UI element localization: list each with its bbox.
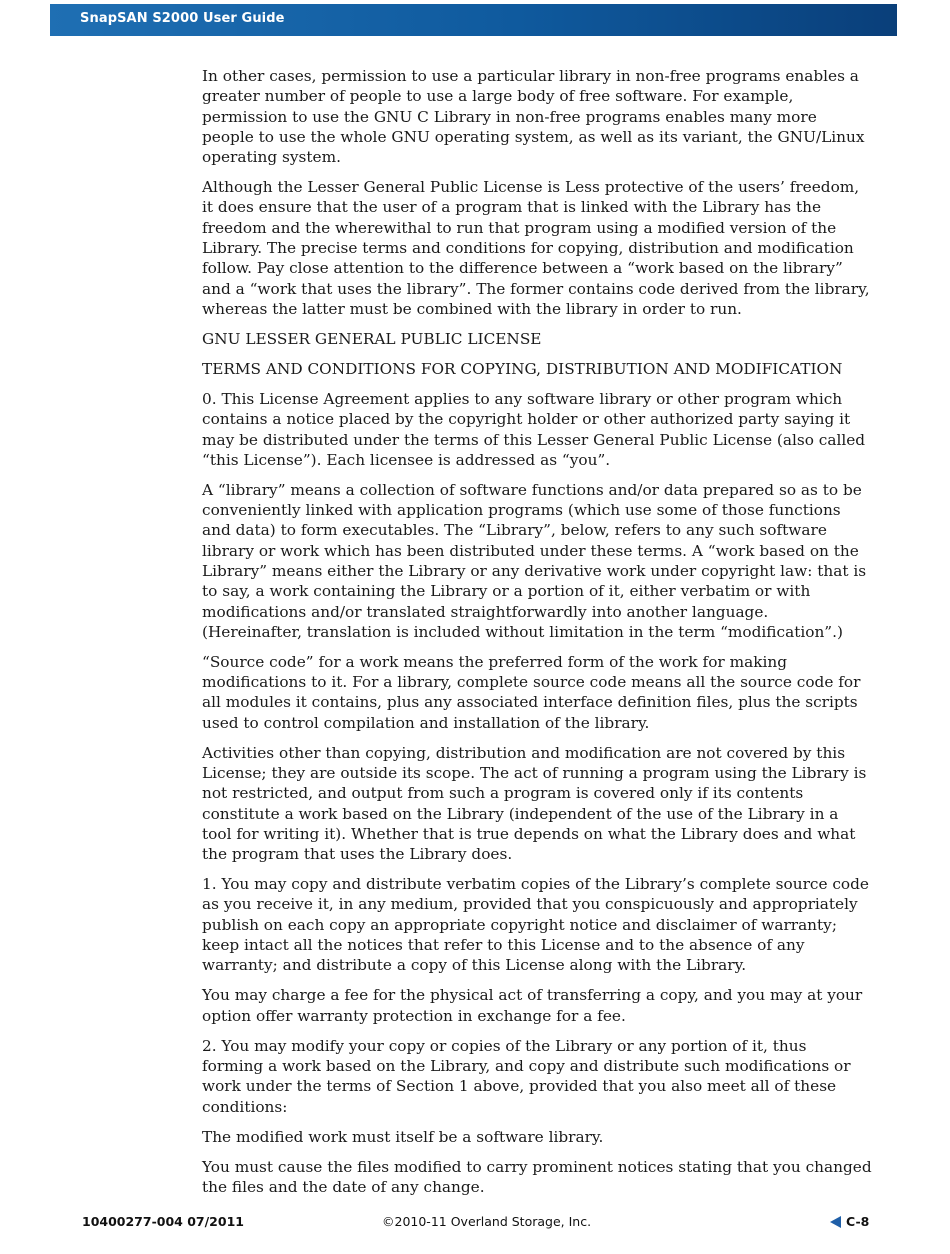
paragraph: The modified work must itself be a software library.: [202, 1127, 604, 1146]
paragraph: You must cause the files modified to carry prominent notices stating that you changed the files and the date of any change.: [202, 1157, 872, 1196]
paragraph: You may charge a fee for the physical act of transferring a copy, and you may at your option offer warranty protection in exchange for a fee.: [202, 986, 863, 1025]
paragraph: “Source code” for a work means the preferred form of the work for making modifications to it. For a library, complete source code means all the source code for all modules it contains, plus any associated interface definition files, plus the scripts used to control compilation and installation of the library.: [202, 652, 861, 732]
document-body: [202, 66, 872, 1207]
paragraph: In other cases, permission to use a particular library in non-free programs enables a greater number of people to use a large body of free software. For example, permission to use the GNU C Library in non-free programs enables many more people to use the whole GNU operating system, as well as its variant, the GNU/Linux operating system.: [202, 67, 865, 167]
footer-doc-number: 10400277-004 07/2011: [82, 1214, 244, 1229]
paragraph: Although the Lesser General Public License is Less protective of the users’ freedom, it does ensure that the user of a program that is linked with the Library has the freedom and the wherewithal to run that program using a modified version of the Library. The precise terms and conditions for copying, distribution and modification follow. Pay close attention to the difference between a “work based on the library” and a “work that uses the library”. The former contains code derived from the library, whereas the latter must be combined with the library in order to run.: [202, 178, 870, 318]
page-number: C-8: [846, 1214, 870, 1229]
paragraph: 2. You may modify your copy or copies of the Library or any portion of it, thus forming a work based on the Library, and copy and distribute such modifications or work under the terms of Section 1 above, provided that you also meet all of these conditions:: [202, 1036, 851, 1116]
section-heading: TERMS AND CONDITIONS FOR COPYING, DISTRIBUTION AND MODIFICATION: [202, 359, 843, 378]
left-arrow-icon: [830, 1216, 841, 1228]
header-title: SnapSAN S2000 User Guide: [80, 11, 285, 26]
paragraph: 0. This License Agreement applies to any software library or other program which contains a notice placed by the copyright holder or other authorized party saying it may be distributed under the terms of this Lesser General Public License (also called “this License”). Each licensee is addressed as “you”.: [202, 389, 866, 469]
footer-page: [830, 1214, 869, 1229]
section-heading: GNU LESSER GENERAL PUBLIC LICENSE: [202, 329, 542, 348]
paragraph: A “library” means a collection of software functions and/or data prepared so as to be conveniently linked with application programs (which use some of those functions and data) to form executables. The “Library”, below, refers to any such software library or work which has been distributed under these terms. A “work based on the Library” means either the Library or any derivative work under copyright law: that is to say, a work containing the Library or a portion of it, either verbatim or with modifications and/or translated straightforwardly into another language. (Hereinafter, translation is included without limitation in the term “modification”.): [202, 480, 867, 641]
paragraph: Activities other than copying, distribution and modification are not covered by this License; they are outside its scope. The act of running a program using the Library is not restricted, and output from such a program is covered only if its contents constitute a work based on the Library (independent of the use of the Library in a tool for writing it). Whether that is true depends on what the Library does and what the program that uses the Library does.: [202, 743, 867, 864]
footer-copyright: ©2010-11 Overland Storage, Inc.: [382, 1214, 592, 1229]
paragraph: 1. You may copy and distribute verbatim copies of the Library’s complete source code as you receive it, in any medium, provided that you conspicuously and appropriately publish on each copy an appropriate copyright notice and disclaimer of warranty; keep intact all the notices that refer to this License and to the absence of any warranty; and distribute a copy of this License along with the Library.: [202, 875, 869, 975]
header-bar: [50, 4, 897, 36]
